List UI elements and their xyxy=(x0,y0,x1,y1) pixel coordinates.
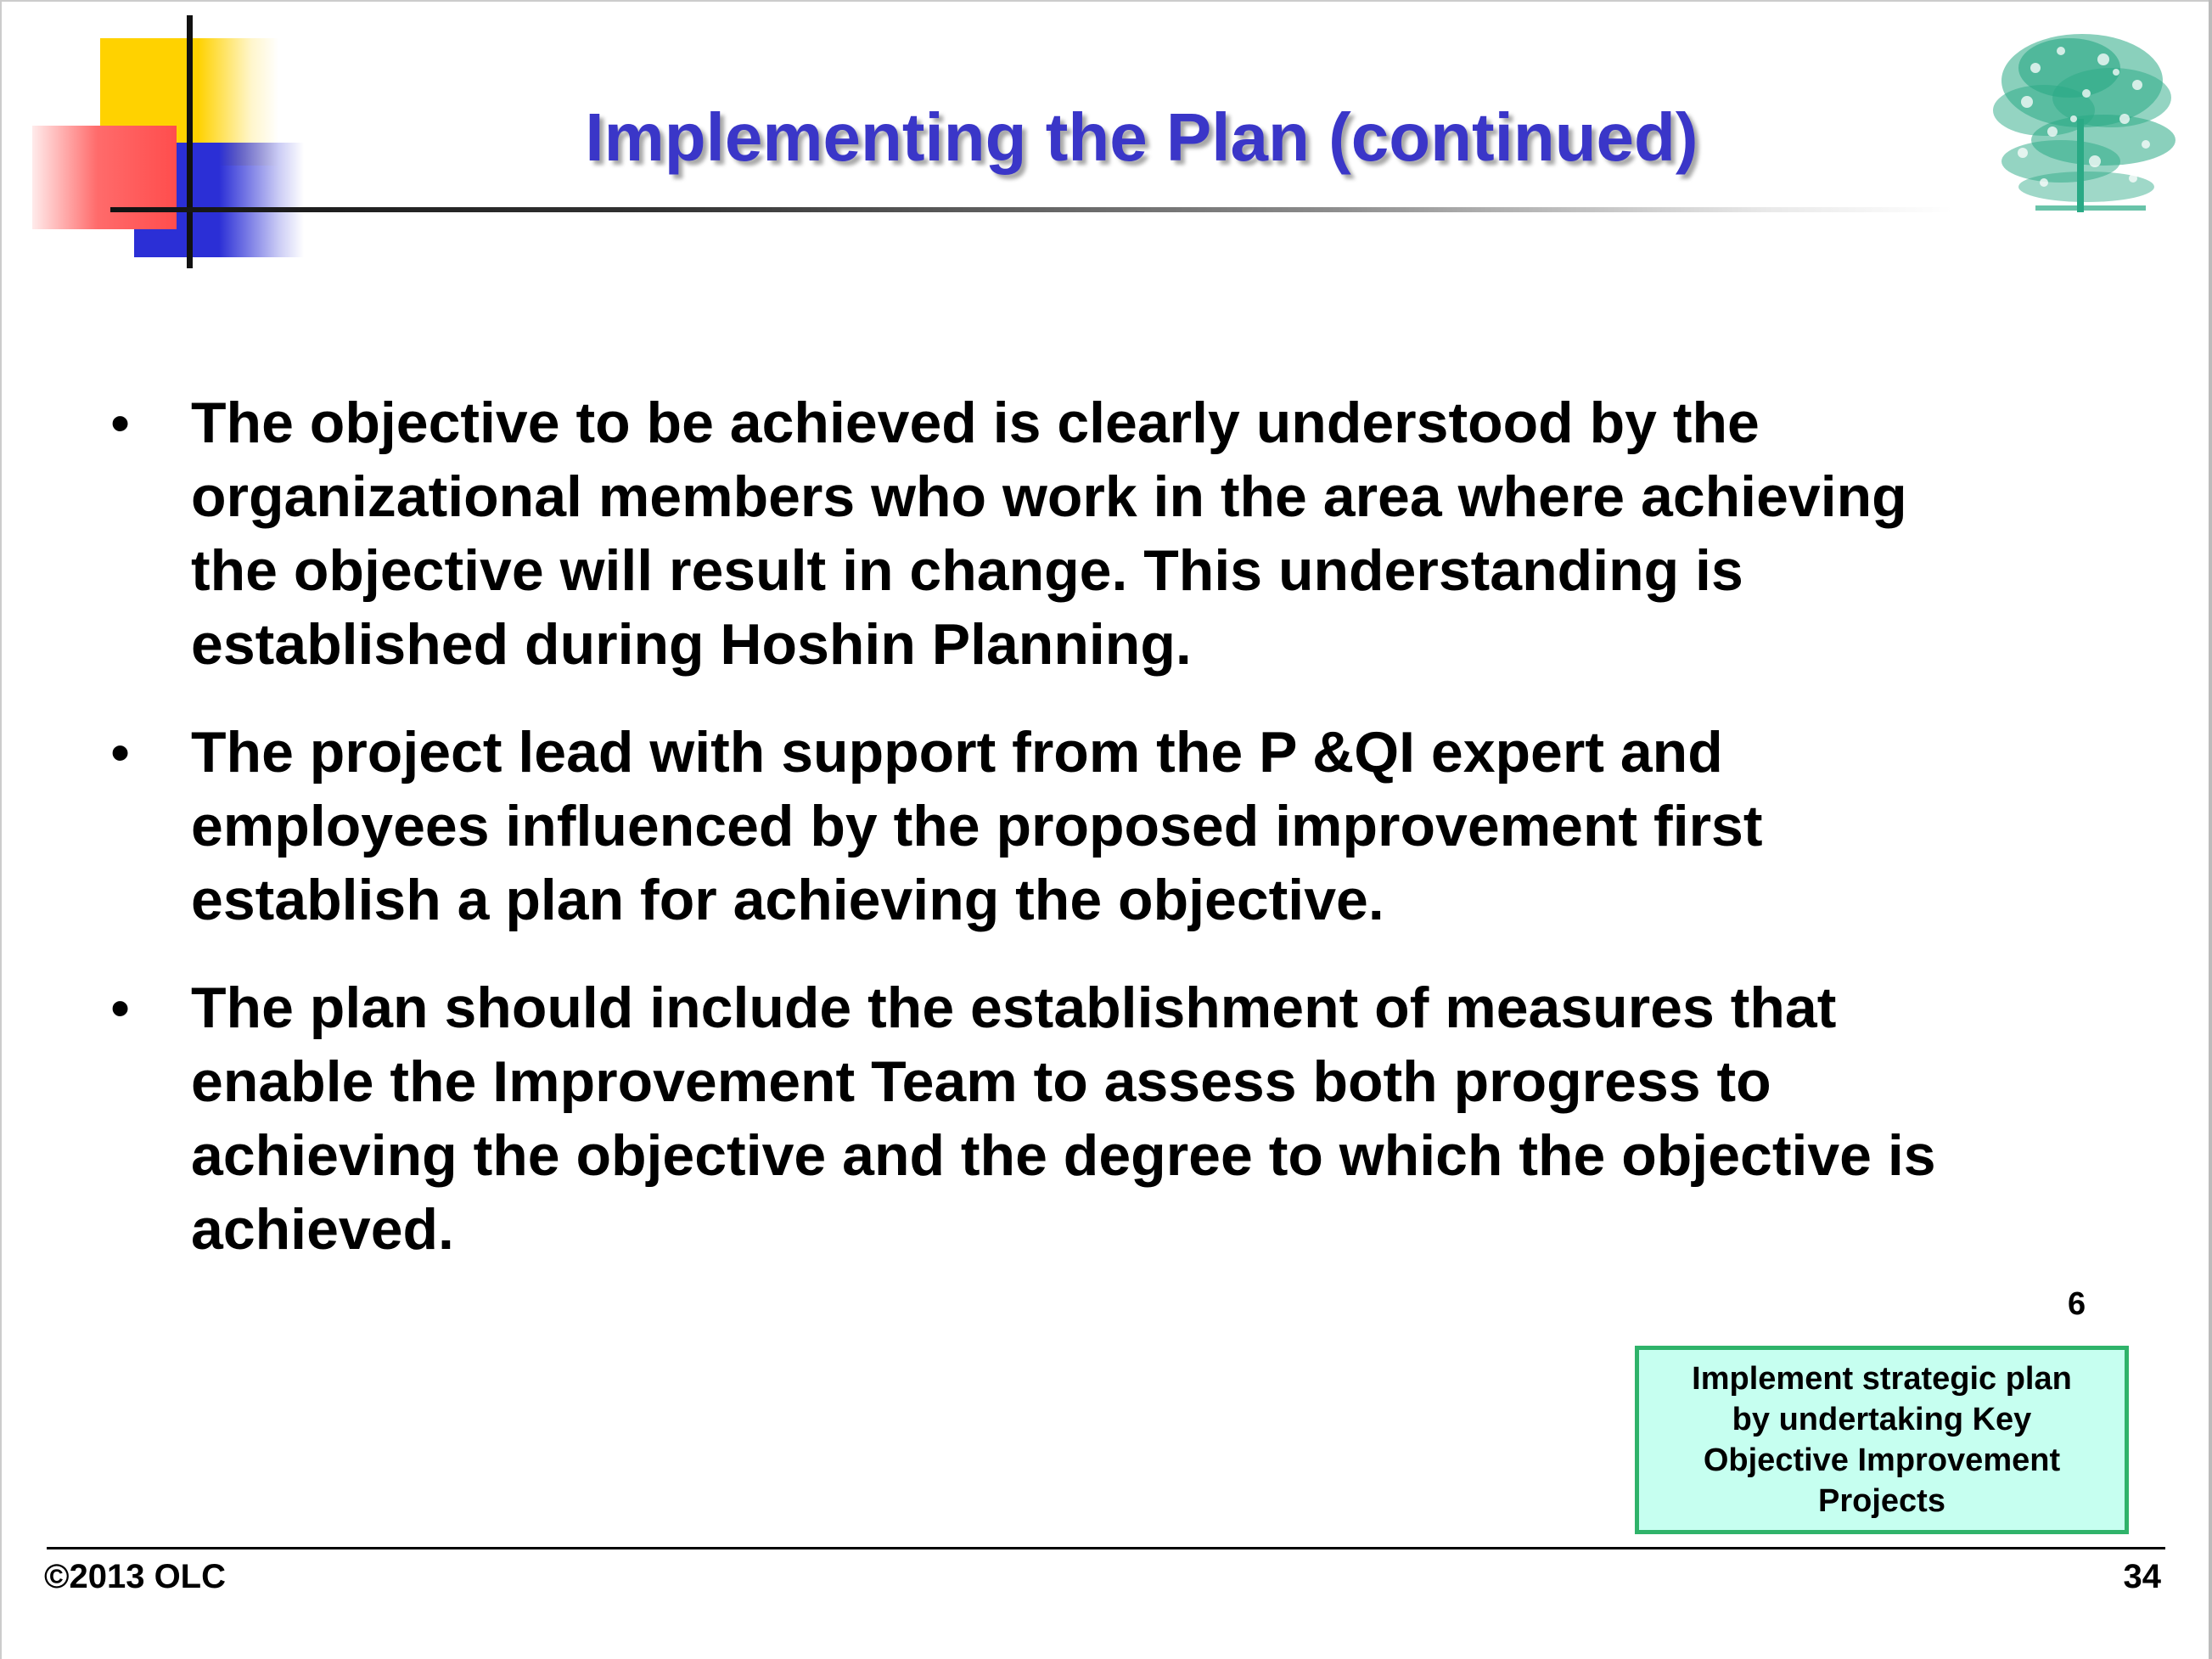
copyright-text: ©2013 OLC xyxy=(44,1558,227,1595)
tree-logo-icon xyxy=(1976,17,2188,229)
bullet-item xyxy=(102,971,2071,1267)
slide-border-left xyxy=(0,0,2,1659)
footer-divider xyxy=(47,1547,2165,1549)
bullet-item xyxy=(102,716,2071,937)
callout-box xyxy=(1635,1346,2129,1534)
slide-border-right xyxy=(2209,0,2212,1659)
bullet-text: The plan should include the establishment of measures that enable the Improvement Team to assess both progress to achieving the objective and the degree to which the objective is achieved. xyxy=(191,976,1936,1262)
bullet-text: The project lead with support from the P &QI expert and employees influenced by the proposed improvement first establish a plan for achieving the objective. xyxy=(191,720,1763,932)
slide-title: Implementing the Plan (continued) xyxy=(585,99,1698,175)
vertical-rule-decoration xyxy=(187,15,193,268)
red-square-decoration xyxy=(32,126,177,229)
slide-border-top xyxy=(0,0,2212,2)
title-underline-rule xyxy=(110,207,1952,212)
bullet-list xyxy=(102,386,2071,1301)
bullet-marker: • xyxy=(110,721,131,784)
page-number: 34 xyxy=(2123,1558,2161,1595)
bullet-marker: • xyxy=(110,391,131,454)
bullet-marker: • xyxy=(110,976,131,1039)
bullet-item xyxy=(102,386,2071,682)
step-number: 6 xyxy=(2068,1286,2086,1322)
callout-text: Implement strategic plan by undertaking Key Objective Improvement Projects xyxy=(1692,1361,2072,1519)
bullet-text: The objective to be achieved is clearly understood by the organizational members who work in the area where achieving the objective will result in change. This understanding is established during Hoshin Planning. xyxy=(191,391,1907,677)
